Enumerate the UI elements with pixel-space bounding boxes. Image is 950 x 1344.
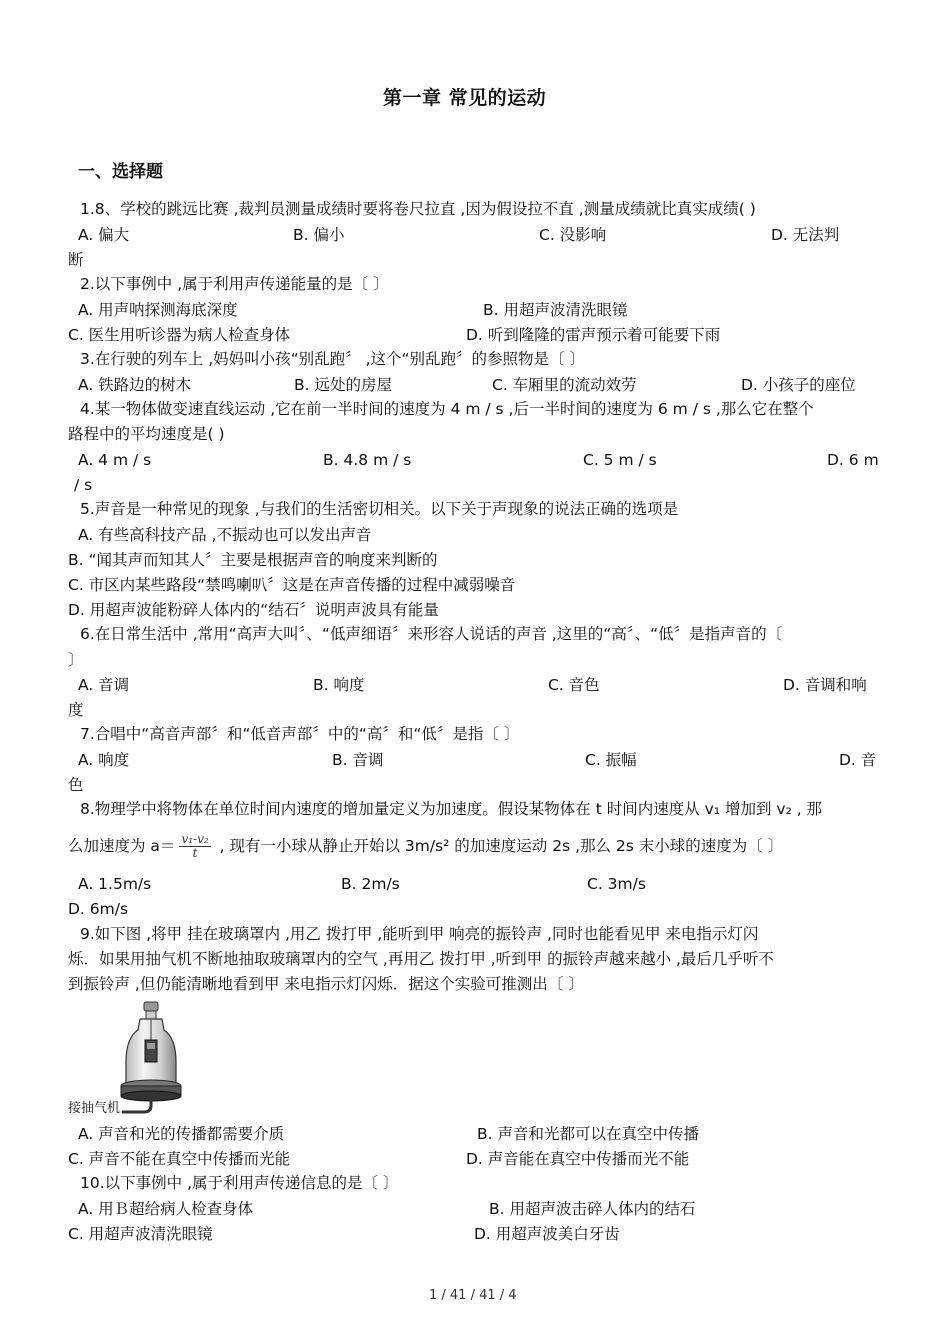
option-d-wrap: 色	[68, 776, 84, 794]
question-stem: 2.以下事例中 ,属于利用声传递能量的是〔 〕	[80, 275, 389, 293]
option-d: D. 小孩子的座位	[741, 376, 856, 394]
option-d: D. 音调和响	[783, 676, 867, 694]
option-c: C. 声音不能在真空中传播而光能	[68, 1150, 291, 1168]
question-stem: 5.声音是一种常见的现象 ,与我们的生活密切相关。以下关于声现象的说法正确的选项是	[80, 500, 679, 518]
option-d: D. 听到隆隆的雷声预示着可能要下雨	[466, 326, 721, 344]
page-number: 1 / 41 / 41 / 4	[429, 1288, 517, 1303]
option-a: A. 1.5m/s	[78, 875, 152, 893]
option-d-wrap: / s	[74, 476, 93, 494]
option-d: D. 声音能在真空中传播而光不能	[466, 1150, 690, 1168]
option-d: D. 无法判	[771, 226, 840, 244]
acceleration-formula	[179, 833, 210, 860]
question-stem-cont: 到振铃声 ,但仍能清晰地看到甲 来电指示灯闪烁．据这个实验可推测出〔 〕	[68, 975, 584, 993]
option-a: A. 有些高科技产品 ,不振动也可以发出声音	[78, 526, 372, 544]
option-b: B. 2m/s	[341, 875, 400, 893]
question-stem: 7.合唱中“高音声部〞和“低音声部〞中的“高〞和“低〞是指〔 〕	[80, 725, 520, 743]
stem-text-b: , 现有一小球从静止开始以 3m/s² 的加速度运动 2s ,那么 2s 末小球的速度为〔 〕	[214, 837, 784, 855]
question-stem: 3.在行驶的列车上 ,妈妈叫小孩“别乱跑〞 ,这个“别乱跑〞的参照物是〔 〕	[80, 350, 585, 368]
option-a: A. 用声呐探测海底深度	[78, 301, 238, 319]
option-b: B. “闻其声而知其人〞主要是根据声音的响度来判断的	[68, 551, 438, 569]
option-a: A. 铁路边的树木	[78, 376, 192, 394]
question-stem: 8.物理学中将物体在单位时间内速度的增加量定义为加速度。假设某物体在 t 时间内速度从 v₁ 增加到 v₂ , 那	[80, 800, 823, 818]
option-c: C. 医生用听诊器为病人检查身体	[68, 326, 291, 344]
question-stem-cont: 路程中的平均速度是( )	[68, 425, 225, 443]
option-b: B. 4.8 m / s	[323, 451, 412, 469]
bell-jar-figure	[112, 1000, 192, 1116]
option-c: C. 3m/s	[587, 875, 646, 893]
question-stem-cont: 烁．如果用抽气机不断地抽取玻璃罩内的空气 ,再用乙 拨打甲 ,听到甲 的振铃声越来越小 ,最后几乎听不	[68, 950, 774, 968]
formula-denominator: t	[192, 846, 198, 860]
question-stem-cont	[68, 826, 783, 866]
option-b: B. 声音和光都可以在真空中传播	[477, 1125, 699, 1143]
question-stem: 6.在日常生活中 ,常用“高声大叫〞、“低声细语〞来形容人说话的声音 ,这里的“高〞、“低〞是指声音的〔	[80, 625, 783, 643]
question-stem-cont: 〕	[68, 651, 84, 669]
page-title: 第一章 常见的运动	[383, 87, 547, 109]
option-c: C. 5 m / s	[583, 451, 657, 469]
section-heading: 一、选择题	[78, 162, 163, 182]
option-a: A. 音调	[78, 676, 130, 694]
option-d: D. 6m/s	[68, 900, 129, 918]
option-b: B. 偏小	[293, 226, 345, 244]
option-a: A. 4 m / s	[78, 451, 152, 469]
question-stem: 1.8、学校的跳远比赛 ,裁判员测量成绩时要将卷尺拉直 ,因为假设拉不直 ,测量成绩就比真实成绩( )	[80, 200, 756, 218]
option-c: C. 没影响	[539, 226, 607, 244]
option-d: D. 音	[839, 751, 877, 769]
option-b: B. 远处的房屋	[294, 376, 392, 394]
question-stem: 10.以下事例中 ,属于利用声传递信息的是〔 〕	[80, 1174, 399, 1192]
option-a: A. 用Ｂ超给病人检查身体	[78, 1200, 254, 1218]
option-b: B. 音调	[332, 751, 384, 769]
option-c: C. 音色	[548, 676, 600, 694]
option-d: D. 用超声波美白牙齿	[474, 1225, 620, 1243]
option-c: C. 车厢里的流动效劳	[492, 376, 637, 394]
option-b: B. 用超声波击碎人体内的结石	[489, 1200, 696, 1218]
formula-numerator: v₁-v₂	[181, 832, 209, 846]
option-c: C. 振幅	[585, 751, 637, 769]
question-stem: 4.某一物体做变速直线运动 ,它在前一半时间的速度为 4 m / s ,后一半时间的速度为 6 m / s ,那么它在整个	[80, 400, 814, 418]
option-d-wrap: 断	[68, 251, 84, 269]
option-a: A. 声音和光的传播都需要介质	[78, 1125, 285, 1143]
option-a: A. 偏大	[78, 226, 130, 244]
option-a: A. 响度	[78, 751, 130, 769]
option-d: D. 6 m	[827, 451, 879, 469]
option-d: D. 用超声波能粉碎人体内的“结石〞说明声波具有能量	[68, 601, 439, 619]
question-stem: 9.如下图 ,将甲 挂在玻璃罩内 ,用乙 拨打甲 ,能听到甲 响亮的振铃声 ,同时也能看见甲 来电指示灯闪	[80, 925, 759, 943]
option-d-wrap: 度	[68, 701, 84, 719]
option-b: B. 响度	[313, 676, 365, 694]
option-b: B. 用超声波清洗眼镜	[483, 301, 628, 319]
option-c: C. 市区内某些路段“禁鸣喇叭〞这是在声音传播的过程中减弱噪音	[68, 576, 516, 594]
option-c: C. 用超声波清洗眼镜	[68, 1225, 213, 1243]
stem-text-a: 么加速度为 a＝	[68, 837, 176, 855]
figure-caption: 接抽气机	[68, 1101, 121, 1116]
